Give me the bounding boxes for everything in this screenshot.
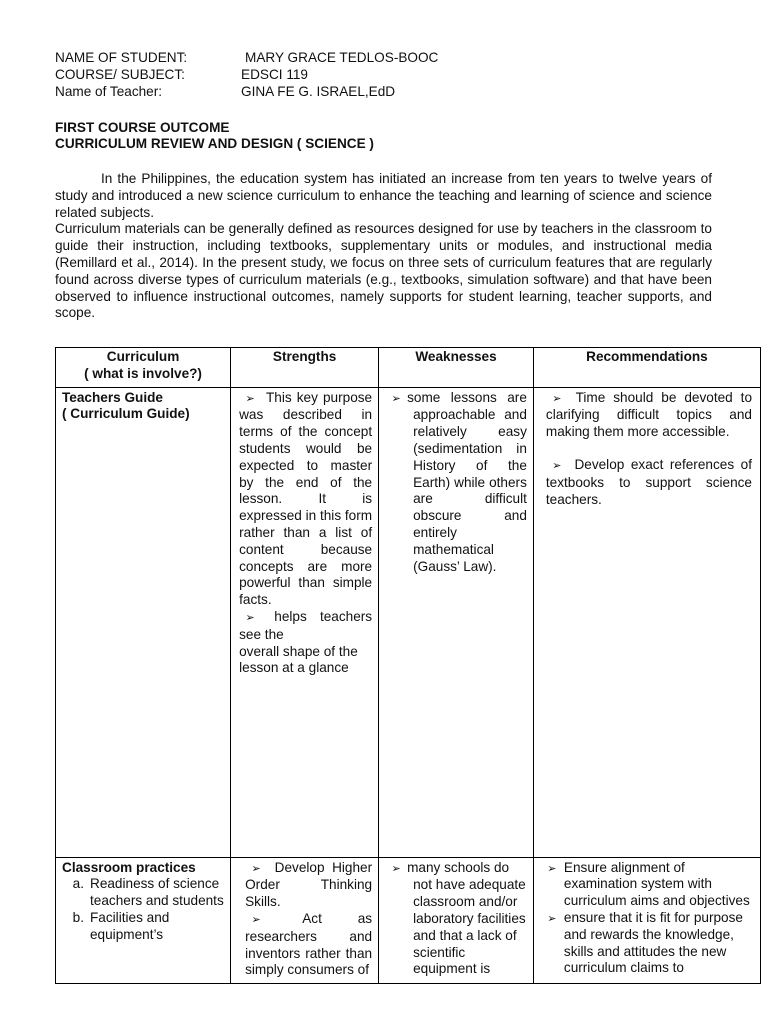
section-title-1: FIRST COURSE OUTCOME xyxy=(55,120,230,135)
document-page xyxy=(55,49,712,322)
row2-recommendations xyxy=(533,857,760,984)
row1-rec-1: Time should be devoted to clarifying difficult topics and making them more accessible. xyxy=(545,389,753,440)
row2-curriculum xyxy=(56,857,231,984)
list-item xyxy=(385,390,527,576)
table-row xyxy=(56,857,761,984)
list-item xyxy=(245,860,372,911)
course-value: EDSCI 119 xyxy=(241,67,308,82)
paragraph-2: Curriculum materials can be generally defined as resources designed for use by teachers in the classroom to guide their instruction, including textbooks, supplementary units or modules, and instructional media (Remillard et al., 2014). In the present study, we focus on three sets of curriculum features that are regularly found across diverse types of curriculum materials (e.g., textbooks, simulation software) and that have been observed to influence instructional outcomes, namely supports for student learning, teacher supports, and scope. xyxy=(55,221,712,321)
row2-weakness-1: many schools do not have adequate classroom and/or laboratory facilities and that a lack of scientific equipment is xyxy=(407,859,526,977)
row2-strength-1: Develop Higher Order Thinking Skills. xyxy=(245,859,373,910)
student-label: NAME OF STUDENT: xyxy=(55,50,188,65)
list-item xyxy=(245,911,372,979)
student-row xyxy=(55,49,712,66)
teacher-label: Name of Teacher: xyxy=(55,84,163,99)
header-weaknesses: Weaknesses xyxy=(379,348,534,388)
paragraph-1: In the Philippines, the education system has initiated an increase from ten years to twelve years of study and introduced a new science curriculum to enhance the teaching and learning of science and science related subjects. xyxy=(55,171,712,220)
course-label: COURSE/ SUBJECT: xyxy=(55,67,185,82)
header-recommendations: Recommendations xyxy=(533,348,760,388)
arrow-bullet-icon: ➢ xyxy=(552,459,562,472)
list-item xyxy=(540,860,752,910)
arrow-bullet-icon: ➢ xyxy=(391,862,401,875)
list-item xyxy=(239,390,372,609)
teacher-name: GINA FE G. ISRAEL,EdD xyxy=(241,84,396,99)
arrow-bullet-icon: ➢ xyxy=(391,392,401,405)
student-name: MARY GRACE TEDLOS-BOOC xyxy=(245,50,439,65)
row1-recommendations xyxy=(533,387,760,857)
arrow-bullet-icon: ➢ xyxy=(547,912,557,925)
row2-rec-1: Ensure alignment of examination system with curriculum aims and objectives xyxy=(563,859,750,909)
row2-sub-list xyxy=(62,876,224,943)
arrow-bullet-icon: ➢ xyxy=(251,913,261,926)
section-heading xyxy=(55,120,712,152)
row1-weakness-1: some lessons are approachable and relatively easy (sedimentation in History of the Earth) while others are difficult obscure and entirely mathematical (Gauss’ Law). xyxy=(407,389,527,574)
row1-strength-1: This key purpose was described in terms of the concept students would be expected to master by the end of the lesson. It is expressed in this form rather than a list of content because concepts are more powerful than simple facts. xyxy=(239,389,373,608)
row2-rec-2: ensure that it is fit for purpose and rewards the knowledge, skills and attitudes the new curriculum claims to xyxy=(563,909,743,976)
row2-weaknesses xyxy=(379,857,534,984)
table-row xyxy=(56,387,761,857)
row2-strengths xyxy=(231,857,379,984)
row1-strength-2b: overall shape of the lesson at a glance xyxy=(239,643,358,676)
row1-strengths xyxy=(231,387,379,857)
header-curriculum-line1: Curriculum xyxy=(106,349,180,364)
row1-weaknesses xyxy=(379,387,534,857)
list-item xyxy=(540,910,752,977)
row1-title-line1: Teachers Guide xyxy=(62,389,163,405)
arrow-bullet-icon: ➢ xyxy=(245,392,255,405)
body-text xyxy=(55,171,712,322)
arrow-bullet-icon: ➢ xyxy=(251,862,261,875)
teacher-row xyxy=(55,83,712,100)
arrow-bullet-icon: ➢ xyxy=(245,611,255,624)
list-item: a. Readiness of science teachers and students xyxy=(72,876,224,909)
list-item xyxy=(546,457,752,508)
row1-strength-2a: helps teachers see the xyxy=(239,608,373,642)
row1-rec-2: Develop exact references of textbooks to support science teachers. xyxy=(545,456,752,507)
header-curriculum xyxy=(56,348,231,388)
list-item xyxy=(239,609,372,644)
row2-sub-b: Facilities and equipment’s xyxy=(90,909,170,942)
row1-title-line2: ( Curriculum Guide) xyxy=(62,406,190,422)
header-curriculum-line2: ( what is involve?) xyxy=(84,365,202,381)
row1-curriculum xyxy=(56,387,231,857)
header-strengths: Strengths xyxy=(231,348,379,388)
curriculum-table xyxy=(55,347,761,984)
list-item: b. Facilities and equipment’s xyxy=(62,910,224,944)
arrow-bullet-icon: ➢ xyxy=(547,862,557,875)
section-title-2: CURRICULUM REVIEW AND DESIGN ( SCIENCE ) xyxy=(55,136,374,151)
list-item xyxy=(385,860,527,979)
list-item xyxy=(546,390,752,441)
row2-title: Classroom practices xyxy=(62,859,196,875)
row2-rec-list xyxy=(540,860,752,978)
row2-sub-a: Readiness of science teachers and students xyxy=(90,876,224,909)
row2-strength-2: Act as researchers and inventors rather than simply consumers of xyxy=(245,910,373,978)
arrow-bullet-icon: ➢ xyxy=(552,392,562,405)
course-row xyxy=(55,66,712,83)
table-header-row xyxy=(56,348,761,388)
